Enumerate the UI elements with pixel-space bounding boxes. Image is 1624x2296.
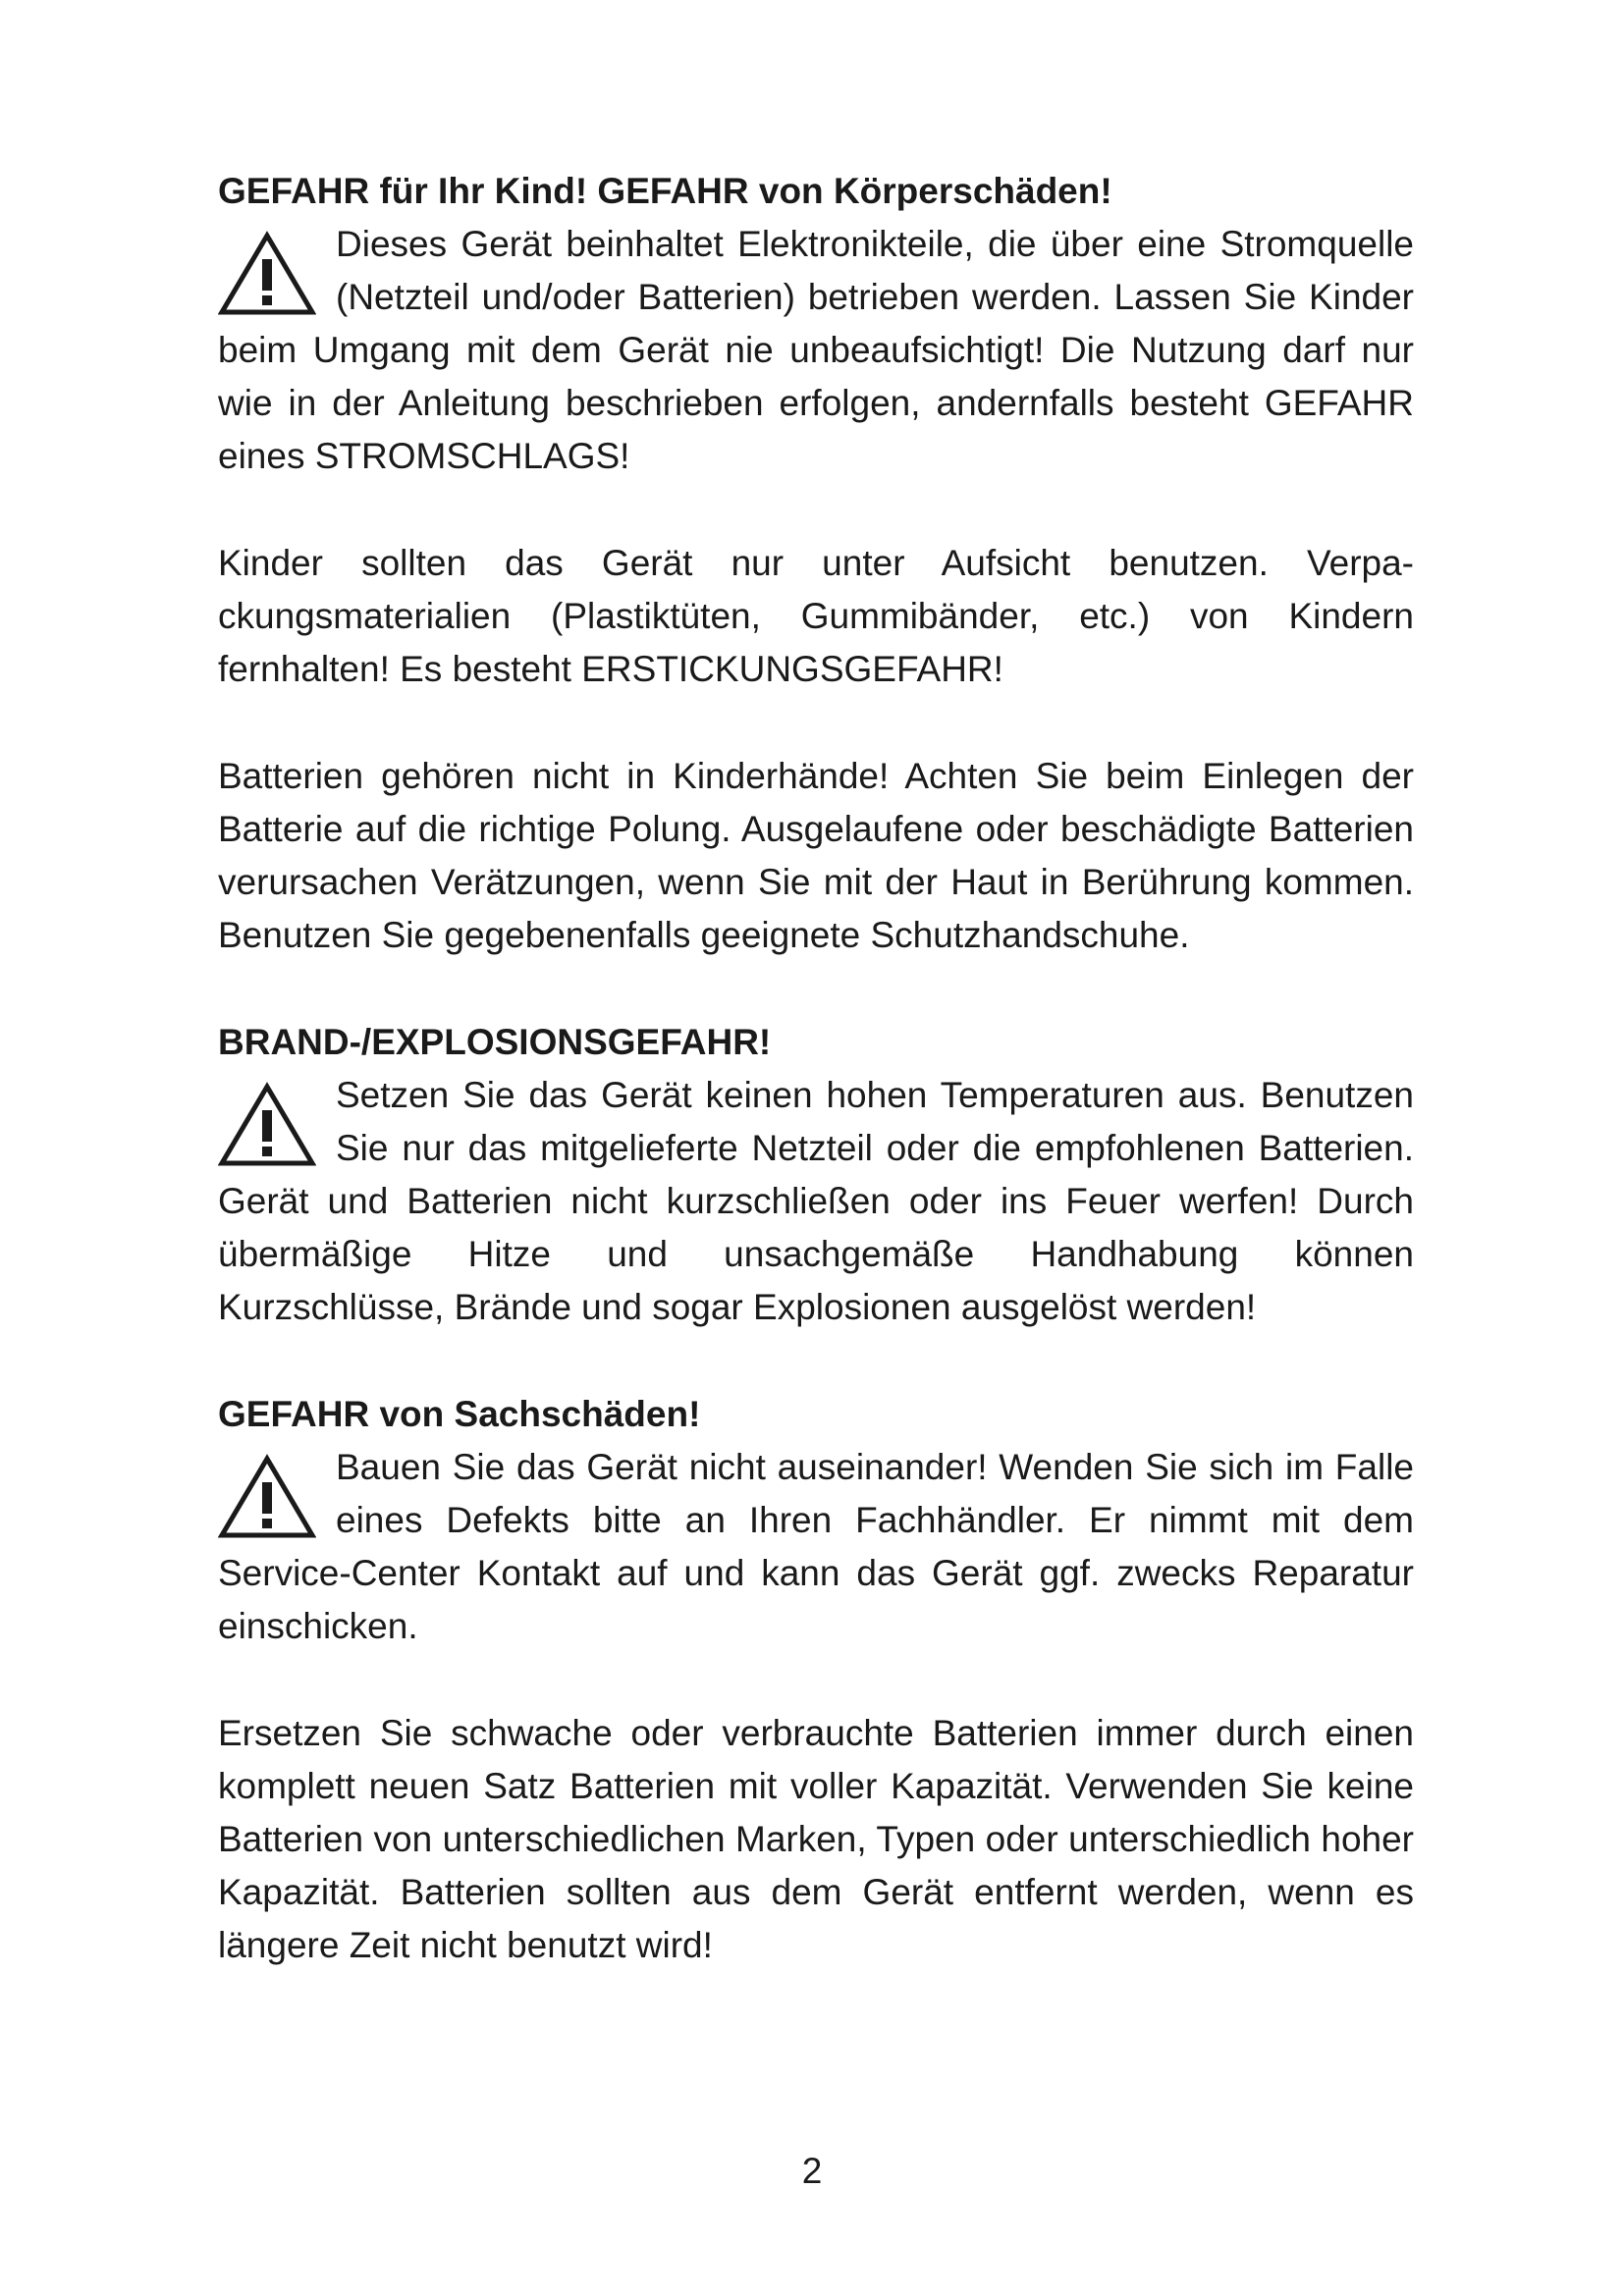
warning-text-property: Bauen Sie das Gerät nicht auseinander! Wenden Sie sich im Falle eines Defekts bitte an Ihren Fachhändler. Er nimmt mit dem Service-Center Kontakt auf und kann das Gerät ggf. zwecks Reparatur einschicken. xyxy=(218,1447,1414,1646)
heading-child-danger: GEFAHR für Ihr Kind! GEFAHR von Körperschäden! xyxy=(218,171,1112,211)
paragraph-replace-batteries: Ersetzen Sie schwache oder verbrauchte Batterien immer durch einen komplett neuen Satz Batterien mit voller Kapazität. Verwenden Sie keine Batterien von unterschiedlichen Marken, Typen oder unterschiedlich hoher Kapazität. Batterien sollten aus dem Gerät entfernt werden, wenn es längere Zeit nicht benutzt wird! xyxy=(218,1713,1414,1965)
warning-triangle-icon xyxy=(218,1453,316,1539)
warning-triangle-icon xyxy=(218,230,316,316)
warning-text-child: Dieses Gerät beinhaltet Elektronikteile, die über eine Stromquelle (Netzteil und/oder Batterien) betrieben werden. Lassen Sie Kinder beim Umgang mit dem Gerät nie unbeaufsichtigt! Die Nutzung darf nur wie in der Anleitung beschrieben erfolgen, andernfalls besteht GEFAHR eines STROMSCHLAGS! xyxy=(218,224,1414,476)
heading-fire-explosion: BRAND-/EXPLOSIONSGEFAHR! xyxy=(218,1022,772,1062)
warning-block-property xyxy=(218,1441,1414,1653)
heading-property-damage: GEFAHR von Sachschäden! xyxy=(218,1394,701,1434)
paragraph-batteries: Batterien gehören nicht in Kinderhände! Achten Sie beim Einlegen der Batterie auf die richtige Polung. Ausgelaufene oder beschädigte Batterien verursachen Verätzungen, wenn Sie mit der Haut in Berührung kommen. Benutzen Sie gegebenenfalls geeignete Schutzhandschuhe. xyxy=(218,756,1414,955)
warning-block-fire xyxy=(218,1069,1414,1334)
page-number: 2 xyxy=(801,2151,823,2191)
warning-triangle-icon xyxy=(218,1081,316,1167)
paragraph-children-supervision: Kinder sollten das Gerät nur unter Aufsicht benutzen. Verpackungsmaterialien (Plastiktüten, Gummibänder, etc.) von Kindern fernhalten! Es besteht ERSTICKUNGSGEFAHR! xyxy=(218,543,1414,689)
warning-block-child xyxy=(218,218,1414,483)
warning-text-fire: Setzen Sie das Gerät keinen hohen Temperaturen aus. Benutzen Sie nur das mitgelieferte Netzteil oder die empfohlenen Batterien. Gerät und Batterien nicht kurzschließen oder ins Feuer werfen! Durch übermäßige Hitze und unsachgemäße Handhabung können Kurzschlüsse, Brände und sogar Explosionen ausgelöst werden! xyxy=(218,1075,1414,1327)
document-page xyxy=(218,165,1414,1972)
